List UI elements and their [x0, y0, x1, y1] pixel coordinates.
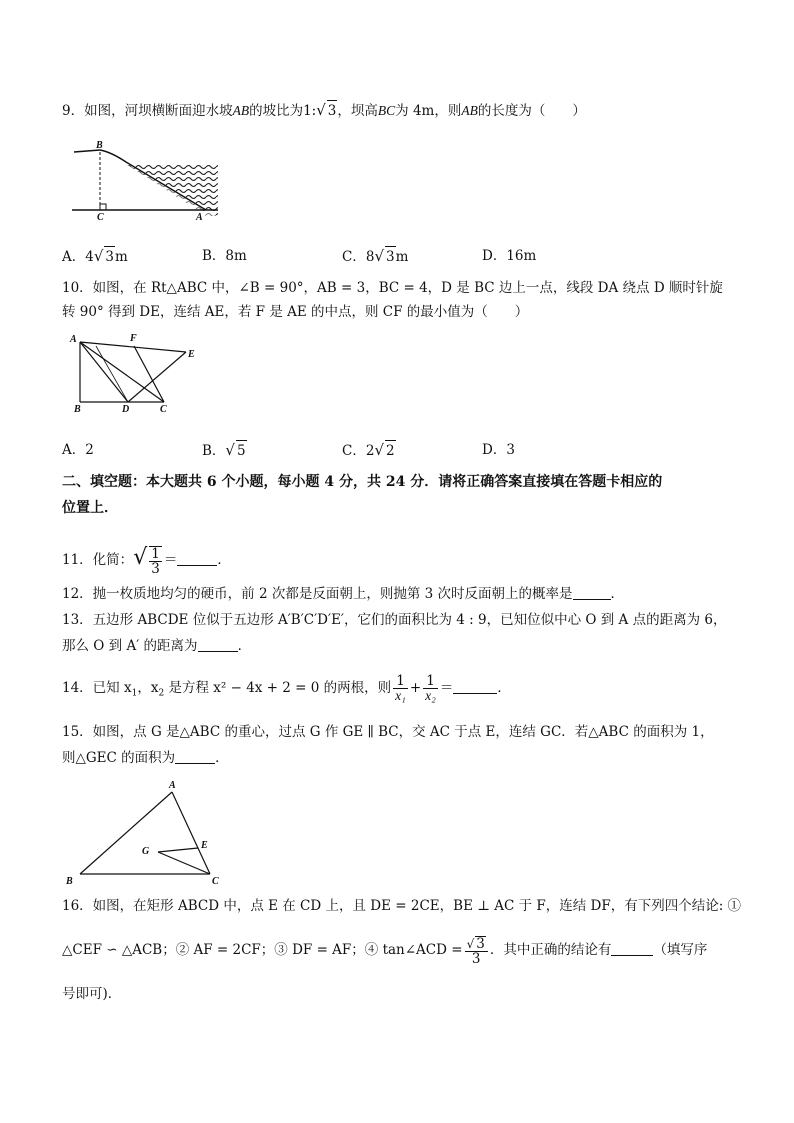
q15-stem-line1: 15．如图，点 G 是△ABC 的重心，过点 G 作 GE ∥ BC，交 AC 于点 E，连结 GC．若△ABC 的面积为 1，: [62, 724, 714, 740]
q10-option-b: B．√ 5: [202, 441, 246, 459]
q10-label-e: E: [188, 349, 195, 360]
q9-option-a: A．4√ 3m: [62, 247, 128, 265]
q10-figure: [66, 332, 202, 414]
q13-answer-blank[interactable]: [198, 651, 238, 652]
q10-stem-line1: 10．如图，在 Rt△ABC 中，∠B = 90°，AB = 3，BC = 4，D 是 BC 边上一点，线段 DA 绕点 D 顺时针旋: [62, 280, 723, 296]
q10-label-c: C: [160, 404, 167, 414]
q10-option-d: D．3: [482, 442, 515, 458]
q10-label-f: F: [130, 333, 137, 344]
q10-label-b: B: [74, 404, 81, 414]
q16-answer-blank[interactable]: [611, 955, 653, 956]
q10-stem-line2: 转 90° 得到 DE，连结 AE，若 F 是 AE 的中点，则 CF 的最小值为（ ）: [62, 304, 529, 320]
q9-option-c: C．8√ 3m: [342, 247, 409, 265]
q9-stem: 9．如图，河坝横断面迎水坡AB的坡比为1:√ 3，坝高BC为 4m，则AB的长度为（ ）: [62, 101, 586, 119]
q15-triangle-figure: [62, 776, 232, 890]
q10-option-a: A．2: [62, 442, 94, 458]
q9-label-c: C: [97, 212, 104, 222]
q16-stem-line1: 16．如图，在矩形 ABCD 中，点 E 在 CD 上，且 DE = 2CE，BE ⊥ AC 于 F，连结 DF，有下列四个结论: ①: [62, 898, 742, 914]
q16-stem-line3: 号即可)．: [62, 986, 122, 1002]
q15-answer-blank[interactable]: [175, 763, 215, 764]
q9-label-b: B: [96, 140, 103, 151]
q10-label-a: A: [70, 334, 77, 345]
q9-dam-figure: [66, 140, 226, 222]
section2-heading-line2: 位置上．: [62, 500, 118, 516]
q15-label-c: C: [212, 876, 219, 887]
q14-answer-blank[interactable]: [453, 693, 497, 694]
q11-answer-blank[interactable]: [177, 565, 217, 566]
q15-label-b: B: [66, 876, 73, 887]
q16-stem-line2: △CEF ∽ △ACB；② AF = 2CF；③ DF = AF；④ tan∠ACD = $\frac{√ 3}{3}$ ．其中正确的结论有 （填写序: [62, 935, 708, 967]
q13-stem-line2: 那么 O 到 A′ 的距离为 ．: [62, 638, 252, 654]
q13-stem-line1: 13．五边形 ABCDE 位似于五边形 A′B′C′D′E′，它们的面积比为 4 : 9，已知位似中心 O 到 A 点的距离为 6，: [62, 612, 727, 628]
q12-answer-blank[interactable]: [573, 599, 611, 600]
q9-option-d: D．16m: [482, 248, 537, 264]
q15-label-e: E: [201, 840, 208, 851]
q9-label-a: A: [196, 212, 203, 222]
q15-stem-line2: 则△GEC 的面积为 ．: [62, 750, 229, 766]
q10-label-d: D: [122, 404, 130, 414]
q14-stem: 14．已知 $x_1$，$x_2$ 是方程 x² − 4x + 2 = 0 的两根，则 $\frac{1}{\text{x₁}}$ + $\frac{1}{\text{x₂}}$ ＝ ．: [62, 673, 511, 703]
q11-stem: 11．化简：√ $\frac{1}{3}$ ＝ ．: [62, 545, 231, 577]
q15-label-g: G: [142, 846, 150, 857]
section2-heading-line1: 二、填空题：本大题共 6 个小题，每小题 4 分，共 24 分．请将正确答案直接填在答题卡相应的: [62, 474, 663, 490]
q15-label-a: A: [169, 780, 176, 791]
q9-option-b: B．8m: [202, 248, 247, 264]
q10-option-c: C．2√ 2: [342, 441, 395, 459]
q12-stem: 12．抛一枚质地均匀的硬币，前 2 次都是反面朝上，则抛第 3 次时反面朝上的概率是 ．: [62, 586, 625, 602]
